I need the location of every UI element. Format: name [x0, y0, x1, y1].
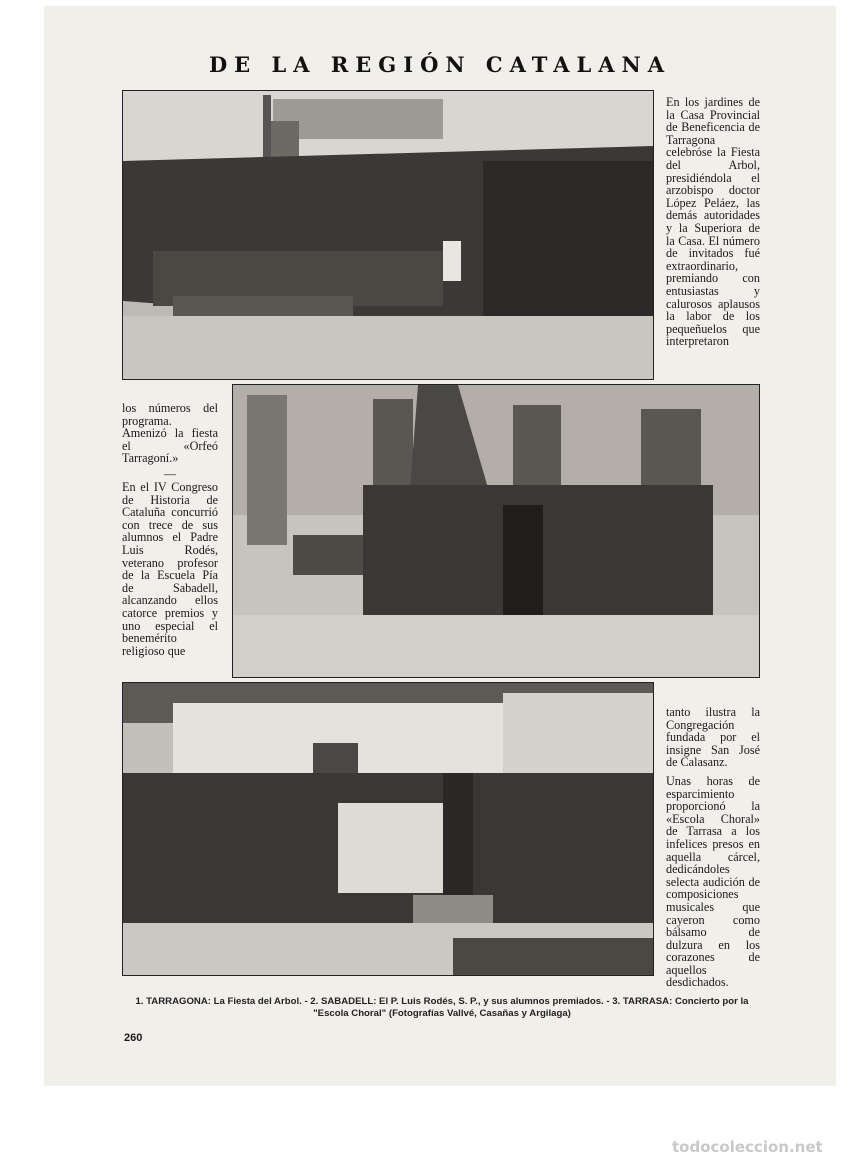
- paragraph-sabadell-end: tanto ilustra la Congregación fundada por el insigne San José de Calasanz.: [666, 705, 760, 770]
- article-column-left-middle: [122, 402, 218, 663]
- paragraph-separator: —: [163, 466, 177, 481]
- page-title: DE LA REGIÓN CATALANA: [208, 52, 672, 77]
- article-column-right-top: [666, 96, 760, 354]
- watermark-text: todocoleccion.net: [672, 1138, 823, 1156]
- photo-tarrasa-escola-choral: [122, 682, 654, 976]
- photo-tarragona-fiesta-del-arbol: [122, 90, 654, 380]
- paragraph-tarragona-end: los números del programa. Amenizó la fiesta el «Orfeó Tarragoní.»: [122, 401, 218, 466]
- article-column-right-bottom: [666, 706, 760, 995]
- photo-caption: 1. TARRAGONA: La Fiesta del Arbol. - 2. SABADELL: El P. Luis Rodés, S. P., y sus alumnos premiados. - 3. TARRASA: Concierto por la "Escola Choral" (Fotografías Vallvé, Casañas y Argilaga): [135, 996, 749, 1019]
- paragraph-sabadell-start: En el IV Congreso de Historia de Cataluña concurrió con trece de sus alumnos el Padre Luis Rodés, veterano profesor de la Escuela Pía de Sabadell, alcanzando ellos catorce premios y uno especial el benemérito religioso que: [122, 479, 218, 658]
- page-number: 260: [124, 1032, 143, 1044]
- photo-sabadell-padre-rodes: [232, 384, 760, 678]
- paragraph-tarragona-start: En los jardines de la Casa Provincial de Beneficencia de Tarragona celebróse la Fiesta del Arbol, presidiéndola el arzobispo doctor López Peláez, las demás autoridades y la Superiora de la Casa. El número de invitados fué extraordinario, premiando con entusiastas y calurosos aplausos la labor de los pequeñuelos que interpretaron: [666, 95, 760, 349]
- paragraph-tarrasa: Unas horas de esparcimiento proporcionó la «Escola Choral» de Tarrasa a los infelices presos en aquella cárcel, dedicándoles selecta audición de composiciones musicales que cayeron como bálsamo de dulzura en los corazones de aquellos desdichados.: [666, 773, 760, 990]
